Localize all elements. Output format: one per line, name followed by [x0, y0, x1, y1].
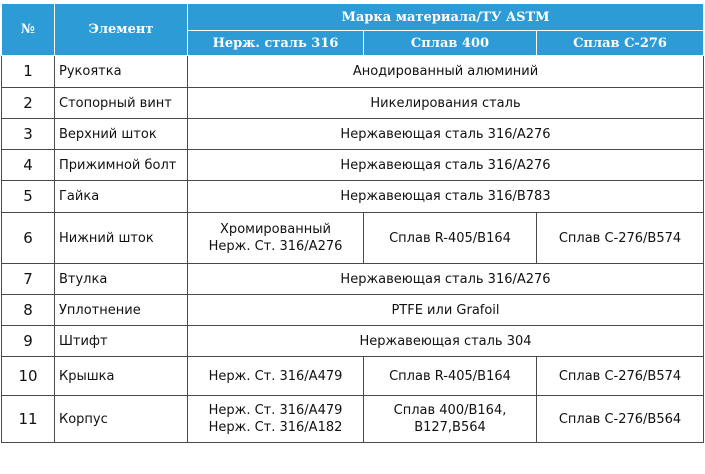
- material-alloy-c276: [537, 213, 704, 264]
- material-all-grades: Анодированный алюминий: [188, 56, 704, 88]
- material-stainless-316: [188, 396, 364, 443]
- row-number: 10: [2, 357, 55, 396]
- table-row: [2, 150, 704, 181]
- element-name: Гайка: [55, 181, 188, 213]
- row-number: 3: [2, 119, 55, 150]
- element-name: Прижимной болт: [55, 150, 188, 181]
- element-name: Штифт: [55, 326, 188, 357]
- material-alloy-400: [364, 213, 537, 264]
- table-row: [2, 357, 704, 396]
- material-line: Сплав C-276/B574: [558, 368, 682, 384]
- material-alloy-400: [364, 396, 537, 443]
- element-name: Стопорный винт: [55, 88, 188, 119]
- materials-table: [1, 3, 704, 443]
- element-name: Верхний шток: [55, 119, 188, 150]
- material-all-grades: Никелирования сталь: [188, 88, 704, 119]
- element-name: Уплотнение: [55, 295, 188, 326]
- table-row: [2, 396, 704, 443]
- header-material-grade: Марка материала/ТУ ASTM: [188, 4, 704, 31]
- material-alloy-400: [364, 357, 537, 396]
- material-all-grades: Нержавеющая сталь 316/A276: [188, 119, 704, 150]
- header-element: Элемент: [55, 4, 188, 56]
- element-name: Нижний шток: [55, 213, 188, 264]
- material-line: Сплав 400/B164,: [393, 403, 507, 418]
- material-line: Сплав R-405/B164: [389, 368, 511, 384]
- table-row: [2, 56, 704, 88]
- row-number: 9: [2, 326, 55, 357]
- material-alloy-c276: [537, 396, 704, 443]
- table-row: [2, 264, 704, 295]
- table-row: [2, 326, 704, 357]
- material-all-grades: PTFE или Grafoil: [188, 295, 704, 326]
- material-line: B127,B564: [414, 420, 486, 435]
- material-alloy-c276: [537, 357, 704, 396]
- material-line: Нерж. Ст. 316/A182: [208, 420, 343, 435]
- material-stainless-316: [188, 213, 364, 264]
- row-number: 6: [2, 213, 55, 264]
- table-row: [2, 181, 704, 213]
- header-number: №: [2, 4, 55, 56]
- element-name: Рукоятка: [55, 56, 188, 88]
- header-stainless-316: Нерж. сталь 316: [188, 31, 364, 56]
- table-body: [2, 56, 704, 443]
- table-row: [2, 88, 704, 119]
- material-line: Нерж. Ст. 316/A479: [208, 403, 343, 418]
- row-number: 2: [2, 88, 55, 119]
- material-stainless-316: [188, 357, 364, 396]
- row-number: 11: [2, 396, 55, 443]
- table-row: [2, 295, 704, 326]
- material-line: Хромированный: [220, 222, 331, 237]
- header-alloy-400: Сплав 400: [364, 31, 537, 56]
- row-number: 4: [2, 150, 55, 181]
- element-name: Втулка: [55, 264, 188, 295]
- element-name: Корпус: [55, 396, 188, 443]
- material-all-grades: Нержавеющая сталь 304: [188, 326, 704, 357]
- header-alloy-c276: Сплав C-276: [537, 31, 704, 56]
- material-line: Нерж. Ст. 316/A479: [208, 368, 343, 384]
- row-number: 7: [2, 264, 55, 295]
- material-line: Сплав R-405/B164: [389, 230, 511, 246]
- element-name: Крышка: [55, 357, 188, 396]
- table-row: [2, 119, 704, 150]
- table-row: [2, 213, 704, 264]
- material-all-grades: Нержавеющая сталь 316/A276: [188, 150, 704, 181]
- material-line: Сплав C-276/B574: [558, 230, 682, 246]
- material-all-grades: Нержавеющая сталь 316/A276: [188, 264, 704, 295]
- material-line: Нерж. Ст. 316/A276: [208, 239, 343, 254]
- material-line: Сплав C-276/B564: [558, 411, 682, 427]
- material-all-grades: Нержавеющая сталь 316/B783: [188, 181, 704, 213]
- row-number: 5: [2, 181, 55, 213]
- row-number: 1: [2, 56, 55, 88]
- row-number: 8: [2, 295, 55, 326]
